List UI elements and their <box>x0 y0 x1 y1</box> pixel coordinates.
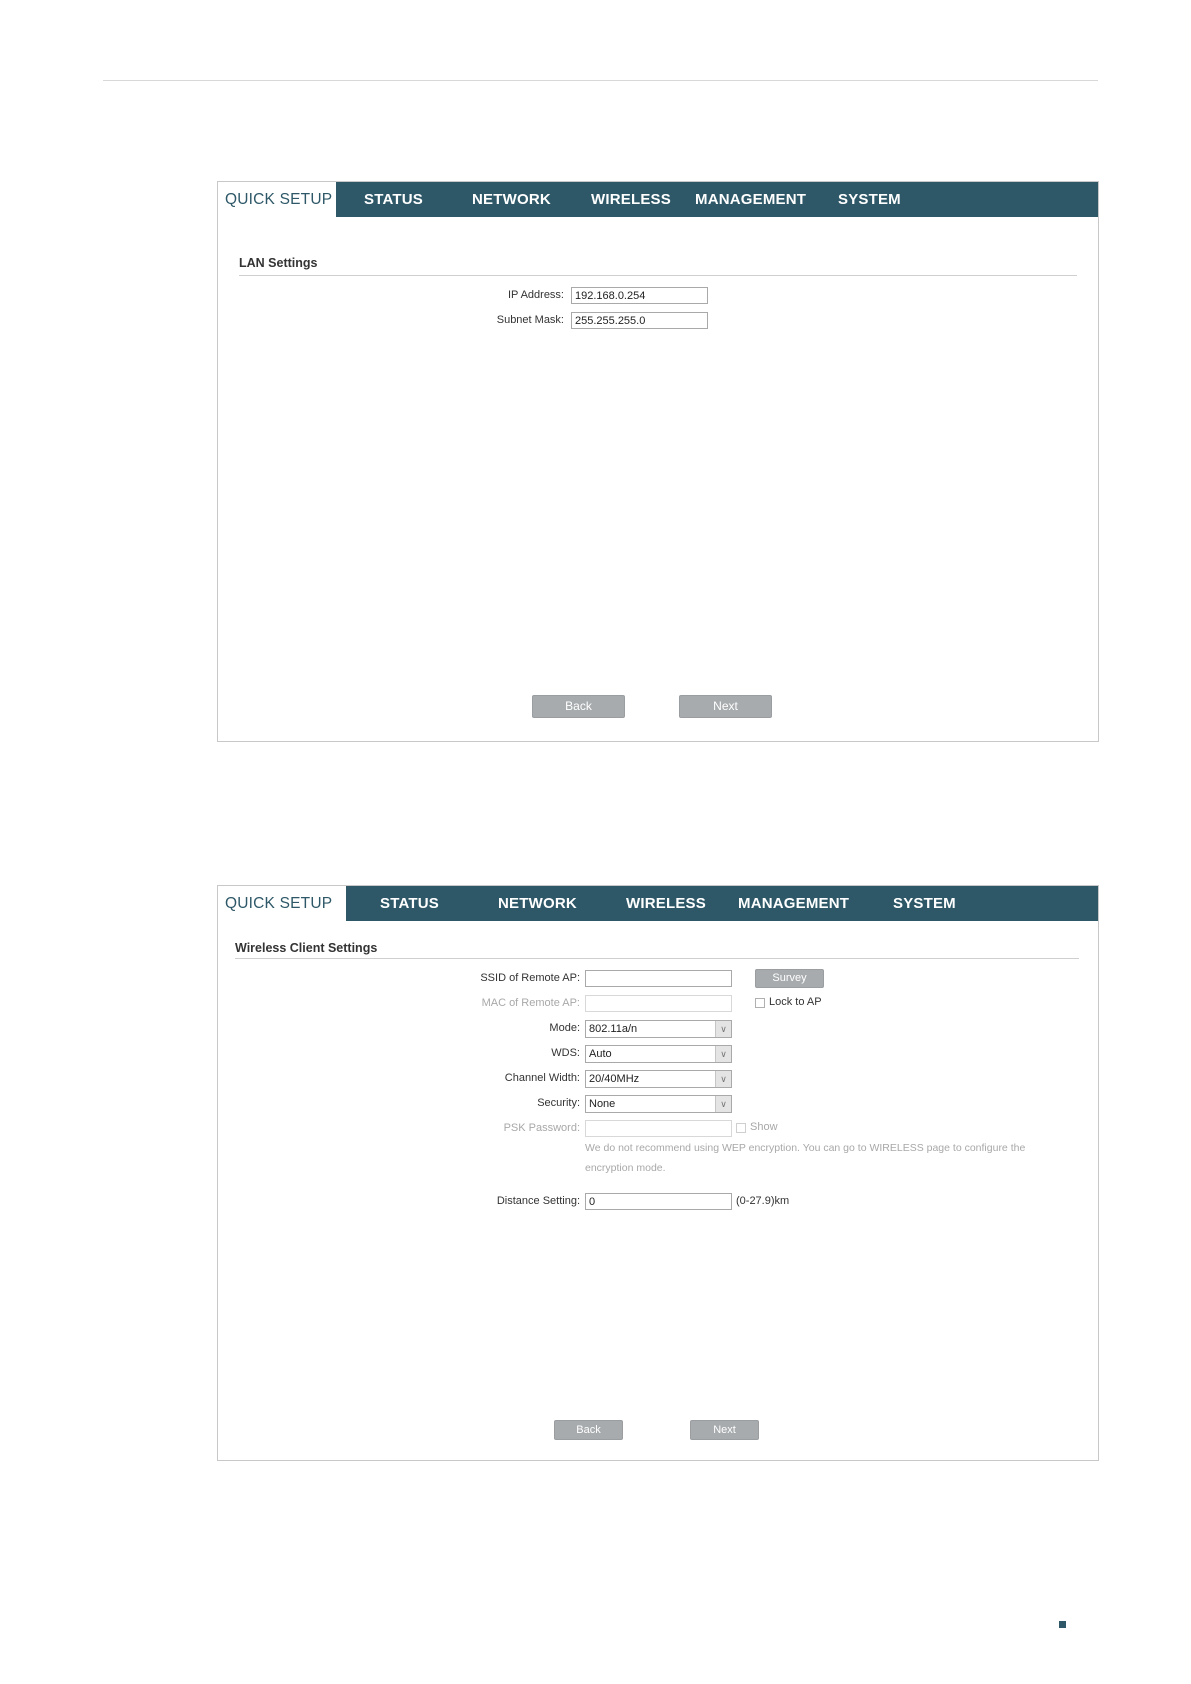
ssid-input[interactable] <box>585 970 732 987</box>
security-label: Security: <box>537 1097 580 1109</box>
lock-to-ap-label: Lock to AP <box>769 996 822 1008</box>
ip-address-input[interactable] <box>571 287 708 304</box>
psk-password-input[interactable] <box>585 1120 732 1137</box>
psk-password-label: PSK Password: <box>503 1122 580 1134</box>
ip-address-label: IP Address: <box>507 289 564 301</box>
tab-quick-setup[interactable]: QUICK SETUP <box>218 182 336 217</box>
mode-value: 802.11a/n <box>589 1023 638 1035</box>
subnet-mask-input[interactable] <box>571 312 708 329</box>
show-password-label: Show <box>750 1121 778 1133</box>
section-title: LAN Settings <box>239 256 318 270</box>
ssid-label: SSID of Remote AP: <box>480 972 580 984</box>
tab-status[interactable]: STATUS <box>364 191 423 208</box>
wireless-client-settings-panel <box>217 885 1099 1461</box>
mode-select[interactable] <box>585 1020 732 1038</box>
back-button[interactable]: Back <box>554 1420 623 1440</box>
tab-network[interactable]: NETWORK <box>472 191 551 208</box>
section-title: Wireless Client Settings <box>235 941 378 955</box>
tab-quick-setup[interactable]: QUICK SETUP <box>218 886 346 921</box>
security-value: None <box>589 1098 616 1110</box>
mode-label: Mode: <box>549 1022 580 1034</box>
tab-management[interactable]: MANAGEMENT <box>738 895 850 912</box>
page-marker-icon <box>1059 1621 1066 1628</box>
tab-system[interactable]: SYSTEM <box>838 191 901 208</box>
nav-bar <box>218 182 1098 217</box>
tab-network[interactable]: NETWORK <box>498 895 577 912</box>
section-divider <box>239 275 1077 276</box>
chevron-down-icon: ∨ <box>715 1096 731 1112</box>
nav-bar <box>218 886 1098 921</box>
wds-select[interactable] <box>585 1045 732 1063</box>
lan-settings-panel <box>217 181 1099 742</box>
section-divider <box>235 958 1079 959</box>
tab-wireless[interactable]: WIRELESS <box>591 191 671 208</box>
wep-warning-line-1: We do not recommend using WEP encryption. You can go to WIRELESS page to configure the <box>585 1142 1026 1154</box>
back-button[interactable]: Back <box>532 695 625 718</box>
show-password-checkbox[interactable] <box>736 1123 746 1133</box>
tab-system[interactable]: SYSTEM <box>893 895 956 912</box>
channel-width-label: Channel Width: <box>504 1072 580 1084</box>
chevron-down-icon: ∨ <box>715 1071 731 1087</box>
subnet-mask-label: Subnet Mask: <box>496 314 564 326</box>
wds-value: Auto <box>589 1048 612 1060</box>
mac-input[interactable] <box>585 995 732 1012</box>
tab-status[interactable]: STATUS <box>380 895 439 912</box>
tab-management[interactable]: MANAGEMENT <box>695 191 807 208</box>
distance-setting-label: Distance Setting: <box>496 1195 580 1207</box>
distance-range-hint: (0-27.9)km <box>736 1195 790 1207</box>
tab-wireless[interactable]: WIRELESS <box>626 895 706 912</box>
next-button[interactable]: Next <box>690 1420 759 1440</box>
top-divider <box>103 80 1098 81</box>
survey-button[interactable]: Survey <box>755 969 824 988</box>
wds-label: WDS: <box>551 1047 580 1059</box>
distance-setting-input[interactable] <box>585 1193 732 1210</box>
channel-width-select[interactable] <box>585 1070 732 1088</box>
security-select[interactable] <box>585 1095 732 1113</box>
lock-to-ap-checkbox[interactable] <box>755 998 765 1008</box>
wep-warning-note <box>585 1138 1055 1178</box>
mac-label: MAC of Remote AP: <box>481 997 580 1009</box>
wep-warning-line-2: encryption mode. <box>585 1162 666 1174</box>
chevron-down-icon: ∨ <box>715 1046 731 1062</box>
next-button[interactable]: Next <box>679 695 772 718</box>
channel-width-value: 20/40MHz <box>589 1073 640 1085</box>
chevron-down-icon: ∨ <box>715 1021 731 1037</box>
